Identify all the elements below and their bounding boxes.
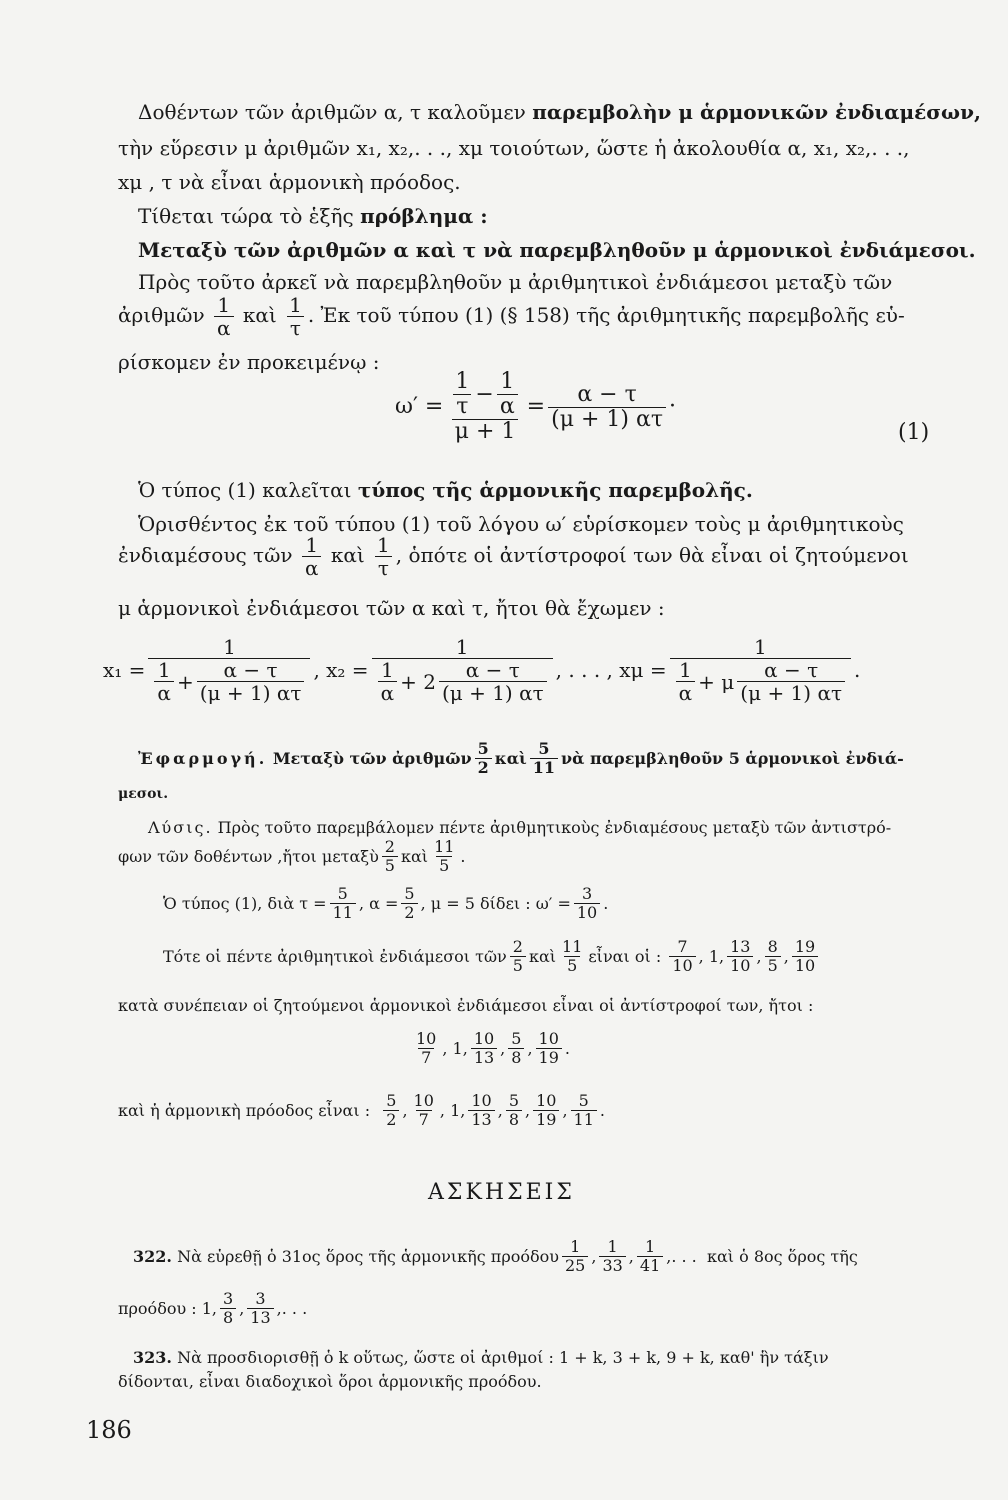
intro-line-6: Πρὸς τοῦτο ἀρκεῖ νὰ παρεμβληθοῦν μ ἀριθμητικοὶ ἐνδιάμεσοι μεταξὺ τῶν [138,270,893,294]
intro-line-8: ρίσκομεν ἐν προκειμένῳ : [118,350,380,374]
solution-line-4-b: καὶ [528,946,557,966]
fraction-1-over-tau: $\frac{1}{\tau}$ [286,294,305,339]
formula-2-xmu: , . . . , xμ = [555,658,667,682]
intro-line-3: xμ , τ νὰ εἶναι ἁρμονικὴ πρόοδος. [118,170,461,194]
formula-1-dot: · [669,394,677,420]
formula-1-rhs: $\frac{\alpha - \tau}{(\mu + 1) \alpha\tau}$ [548,383,666,432]
formula-1 [395,370,676,445]
solution-line-1 [148,818,891,837]
formula-1-numerator [446,370,523,419]
exercise-323-number: 323. [133,1348,172,1367]
formula-1-minus: − [475,381,494,407]
intro-line-4 [138,204,488,228]
formula-1-inner-frac-a: $\frac{1}{\tau}$ [452,370,472,419]
exercise-322-line-1: 322. Νὰ εὑρεθῇ ὁ 31ος ὅρος τῆς ἁρμονικῆς προόδου $\frac{1}{25}$ , $\frac{1}{33}$ , $\frac{1}{41}$ ,. . . καὶ ὁ 8ος ὅρος τῆς [133,1237,858,1275]
para2-line-1 [138,478,753,502]
exercise-322-text-a: Νὰ εὑρεθῇ ὁ 31ος ὅρος τῆς ἁρμονικῆς προόδου [177,1246,559,1266]
exercises-heading: ΑΣΚΗΣΕΙΣ [428,1180,575,1205]
solution-line-2-a: φων τῶν δοθέντων ,ἤτοι μεταξὺ [118,846,379,866]
formula-2-x2: x₂ = [326,658,369,682]
solution-line-6: καὶ ἡ ἁρμονικὴ πρόοδος εἶναι : $\frac{5}{2}$ , $\frac{10}{7}$ , 1, $\frac{10}{13}$ , $\frac{5}{8}$ , $\frac{10}{19}$ , $\frac{5}{11}$ . [118,1091,605,1129]
para2-line-1-text: Ὁ τύπος (1) καλεῖται [138,478,352,502]
intro-line-1 [138,100,981,124]
fraction-1-over-alpha-2: $\frac{1}{\alpha}$ [302,534,322,579]
intro-line-7-c: . Ἐκ τοῦ τύπου (1) (§ 158) τῆς ἀριθμητικῆς παρεμβολῆς εὑ- [307,303,905,327]
solution-line-5: κατὰ συνέπειαν οἱ ζητούμενοι ἁρμονικοὶ ἐνδιάμεσοι εἶναι οἱ ἀντίστροφοί των, ἤτοι : [118,996,814,1015]
para2-line-3-b: καὶ [330,543,365,567]
formula-1-denominator: μ + 1 [452,419,519,444]
solution-line-4-a: Τότε οἱ πέντε ἀριθμητικοὶ ἐνδιάμεσοι τῶν [163,946,507,966]
page-number: 186 [86,1416,132,1444]
formula-2-x1: x₁ = [103,658,146,682]
example-text-a: Μεταξὺ τῶν ἀριθμῶν [272,748,472,768]
formula-2-x2-frac: 1 $\frac{1}{\alpha}$ + 2 $\frac{\alpha - \tau}{(\mu + 1) \alpha\tau}$ [372,636,553,704]
exercise-323-text-a: Νὰ προσδιορισθῇ ὁ k οὕτως, ὥστε οἱ ἀριθμοί : 1 + k, 3 + k, 9 + k, καθ' ἣν τάξιν [177,1348,829,1367]
exercise-323-line-2: δίδονται, εἶναι διαδοχικοὶ ὅροι ἁρμονικῆς προόδου. [118,1372,542,1391]
exercise-323-line-1 [133,1348,829,1367]
para2-line-3-a: ἐνδιαμέσους τῶν [118,543,293,567]
para2-line-1-bold: τύπος τῆς ἁρμονικῆς παρεμβολῆς. [357,478,753,502]
formula-1-eq: = [526,394,546,420]
formula-2-x1-frac: 1 $\frac{1}{\alpha}$ + $\frac{\alpha - \tau}{(\mu + 1) \alpha\tau}$ [148,636,310,704]
formula-1-inner-frac-b: $\frac{1}{\alpha}$ [497,370,518,419]
solution-line-4: Τότε οἱ πέντε ἀριθμητικοὶ ἐνδιάμεσοι τῶν $\frac{2}{5}$ καὶ $\frac{11}{5}$ εἶναι οἱ : $\frac{7}{10}$ , 1, $\frac{13}{10}$ , $\frac{8}{5}$ , $\frac{19}{10}$ [163,938,821,974]
solution-label: Λύσις. [148,818,213,837]
formula-1-lhs: ω′ = [395,394,444,420]
para2-line-4: μ ἁρμονικοὶ ἐνδιάμεσοι τῶν α καὶ τ, ἤτοι θὰ ἔχωμεν : [118,596,665,620]
para2-line-2: Ὁρισθέντος ἐκ τοῦ τύπου (1) τοῦ λόγου ω′ εὑρίσκομεν τοὺς μ ἀριθμητικοὺς [138,512,904,536]
example-label: Ἐφαρμογή. [138,748,268,768]
intro-line-7-b: καὶ [242,303,277,327]
exercise-322-line-2: προόδου : 1, $\frac{3}{8}$ , $\frac{3}{13}$ ,. . . [118,1289,308,1327]
problem-statement: Μεταξὺ τῶν ἀριθμῶν α καὶ τ νὰ παρεμβληθοῦν μ ἁρμονικοὶ ἐνδιάμεσοι. [138,238,976,262]
example-line-2: μεσοι. [118,786,169,802]
intro-line-1-text: Δοθέντων τῶν ἀριθμῶν α, τ καλοῦμεν [138,100,526,124]
solution-line-6-text: καὶ ἡ ἁρμονικὴ πρόοδος εἶναι : [118,1100,371,1120]
solution-line-2-b: καὶ [400,846,429,866]
intro-line-7-a: ἀριθμῶν [118,303,205,327]
para2-line-3-c: , ὁπότε οἱ ἀντίστροφοί των θὰ εἶναι οἱ ζητούμενοι [395,543,909,567]
solution-line-3-b: , α = [358,893,399,913]
solution-line-3-c: , μ = 5 δίδει : ω′ = [420,893,571,913]
intro-line-4-text: Τίθεται τώρα τὸ ἑξῆς [138,204,354,228]
solution-line-3: Ὁ τύπος (1), διὰ τ = $\frac{5}{11}$ , α = $\frac{5}{2}$ , μ = 5 δίδει : ω′ = $\frac{3}{10}$ . [163,884,609,922]
formula-1-label: (1) [898,420,930,445]
example-frac-5-11: $\frac{5}{11}$ [530,740,558,776]
solution-line-4-c: εἶναι οἱ : [588,946,662,966]
formula-2: x₁ = 1 $\frac{1}{\alpha}$ + $\frac{\alpha - \tau}{(\mu + 1) \alpha\tau}$ , x₂ = 1 $\frac{1}{\alpha}$ + 2 $\frac{\alpha - \tau}{(\mu + 1) \alpha\tau}$ , . . . , xμ = 1 $\frac{1}{\alpha}$ + μ $\frac{\alpha - \tau}{(\mu + 1) \alpha\tau}$ . [103,635,861,705]
para2-line-3 [118,534,909,579]
exercise-322-number: 322. [133,1246,172,1266]
example-text-b: καὶ [494,748,527,768]
solution-line-3-a: Ὁ τύπος (1), διὰ τ = [163,893,327,913]
example-frac-5-2: $\frac{5}{2}$ [475,740,492,776]
intro-line-2: τὴν εὕρεσιν μ ἀριθμῶν x₁, x₂,. . ., xμ τοιούτων, ὥστε ἡ ἀκολουθία α, x₁, x₂,. . ., [118,136,910,160]
example-line-1 [138,740,904,776]
fraction-1-over-alpha: $\frac{1}{\alpha}$ [214,294,234,339]
fraction-1-over-tau-2: $\frac{1}{\tau}$ [374,534,393,579]
example-text-c: νὰ παρεμβληθοῦν 5 ἁρμονικοὶ ἐνδιά- [561,748,904,768]
formula-2-xmu-frac: 1 $\frac{1}{\alpha}$ + μ $\frac{\alpha - \tau}{(\mu + 1) \alpha\tau}$ [670,636,851,704]
solution-line-1-text: Πρὸς τοῦτο παρεμβάλομεν πέντε ἀριθμητικοὺς ἐνδιαμέσους μεταξὺ τῶν ἀντιστρό- [217,818,892,837]
harmonic-means: $\frac{10}{7}$ , 1, $\frac{10}{13}$ , $\frac{5}{8}$ , $\frac{10}{19}$ . [416,1029,570,1067]
intro-line-7 [118,294,905,339]
exercise-322-text-c: προόδου : [118,1298,197,1318]
solution-line-2: φων τῶν δοθέντων ,ἤτοι μεταξὺ $\frac{2}{5}$ καὶ $\frac{11}{5}$ . [118,837,466,875]
intro-line-1-bold: παρεμβολὴν μ ἁρμονικῶν ἐνδιαμέσων, [532,100,981,124]
exercise-322-text-b: καὶ ὁ 8ος ὅρος τῆς [706,1246,858,1266]
formula-1-main-fraction [446,370,523,445]
intro-line-4-bold: πρόβλημα : [360,204,488,228]
